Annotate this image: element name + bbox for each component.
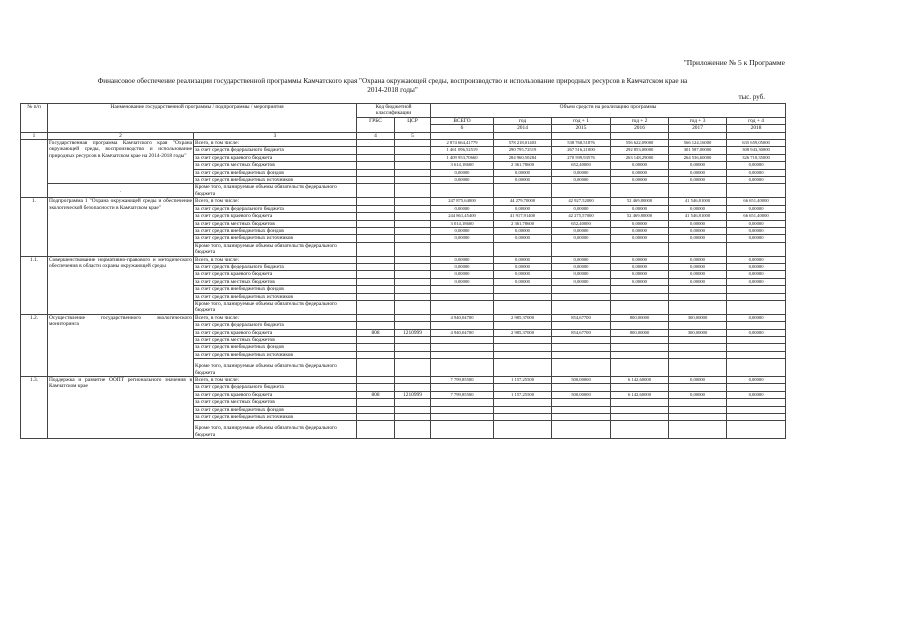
cell-value: 0,00000 (669, 227, 727, 234)
stray-dot: . (48, 184, 194, 198)
cell-value: 1 409 953,70660 (431, 154, 494, 161)
year-2018: 2018 (727, 125, 786, 132)
cell-value: 6 142,60000 (611, 391, 669, 398)
header-csr: ЦСР (395, 117, 431, 132)
source-label: за счет средств внебюджетных источников (194, 235, 357, 242)
source-label: Кроме того, планируемые объемы обязательств федерального бюджета (194, 300, 357, 314)
cell-value: 0,00000 (669, 391, 727, 398)
colnum-5: 5 (395, 132, 431, 139)
source-label: за счет средств федерального бюджета (194, 263, 357, 270)
table-row (21, 256, 786, 263)
cell-value: 0,00000 (669, 162, 727, 169)
cell-value: 0,00000 (669, 271, 727, 278)
cell-value: 500,00000 (552, 377, 611, 384)
cell-value: 0,00000 (611, 227, 669, 234)
row-number: 1.2. (21, 314, 48, 376)
cell-value: 1 157,25500 (494, 377, 552, 384)
cell-value: 0,00000 (431, 256, 494, 263)
source-label: за счет средств местных бюджетов (194, 337, 357, 344)
source-label: за счет средств внебюджетных фондов (194, 286, 357, 293)
cell-value: 0,00000 (669, 235, 727, 242)
colnum-1: 1 (21, 132, 48, 139)
cell-value: 0,00000 (494, 263, 552, 270)
source-label: за счет средств внебюджетных фондов (194, 169, 357, 176)
cell-value: 0,00000 (727, 263, 786, 270)
measure-name: Осуществление государственного экологического мониторинга (48, 314, 194, 376)
program-name: Государственная программа Камчатского края "Охрана окружающей среды, воспроизводство и использование природных ресурсов в Камчатском крае на 2014-2018 годы" (48, 140, 194, 184)
cell-value: 0,00000 (727, 314, 786, 321)
header-year4: год + 4 (727, 117, 786, 124)
cell-value: 52 469,80000 (611, 198, 669, 205)
cell-value: 0,00000 (431, 278, 494, 285)
cell-value: 3 014,18600 (431, 220, 494, 227)
cell-value: 301 587,00000 (669, 147, 727, 154)
cell-value: 1 157,25500 (494, 391, 552, 398)
cell-value: 0,00000 (552, 278, 611, 285)
cell-value: 66 651,40000 (727, 213, 786, 220)
cell-value: 0,00000 (611, 278, 669, 285)
source-label: Кроме того, планируемые объемы обязательств федерального бюджета (194, 421, 357, 439)
cell-value: 500,00000 (552, 391, 611, 398)
cell-value: 0,00000 (611, 162, 669, 169)
measure-name: Совершенствование нормативно-правового и методического обеспечения в области охраны окружающей среды (48, 256, 194, 314)
cell-value: 0,00000 (552, 271, 611, 278)
cell-value: 0,00000 (611, 169, 669, 176)
source-label: Всего, в том числе: (194, 256, 357, 263)
year-2014: 2014 (494, 125, 552, 132)
row-number: 1.3. (21, 377, 48, 439)
cell-value: 0,00000 (727, 220, 786, 227)
source-label: за счет средств краевого бюджета (194, 213, 357, 220)
source-label: за счет средств внебюджетных источников (194, 414, 357, 421)
colnum-4: 4 (357, 132, 395, 139)
unit-label: тыс. руб. (738, 93, 765, 101)
source-label: Всего, в том числе: (194, 198, 357, 205)
table-row (21, 377, 786, 384)
cell-value: 0,00000 (552, 256, 611, 263)
cell-value: 42 927,52000 (552, 198, 611, 205)
cell-value: 2 985,37000 (494, 314, 552, 321)
cell-value: 0,00000 (669, 256, 727, 263)
source-label: за счет средств местных бюджетов (194, 162, 357, 169)
cell-value: 0,00000 (727, 278, 786, 285)
cell-value: 0,00000 (727, 391, 786, 398)
header-code: Код бюджетной классификации (357, 104, 431, 118)
colnum-3: 3 (194, 132, 357, 139)
cell-value: 300,00000 (669, 314, 727, 321)
title-line-2: 2014-2018 годы" (367, 86, 418, 94)
table-row (21, 314, 786, 321)
cell-value: 2 361,78600 (494, 220, 552, 227)
subprogram-name: Подпрограмма 1 "Охрана окружающей среды и обеспечение экологической безопасности в Камчатском крае" (48, 198, 194, 256)
cell-value: 66 651,40000 (727, 198, 786, 205)
source-label: за счет средств внебюджетных источников (194, 293, 357, 300)
cell-value: 264 536,60000 (669, 154, 727, 161)
source-label: за счет средств федерального бюджета (194, 322, 357, 329)
grbs-code: 808 (357, 391, 395, 398)
cell-value: 854,67700 (552, 314, 611, 321)
cell-value: 0,00000 (494, 177, 552, 184)
table-row (21, 140, 786, 147)
cell-value: 0,00000 (727, 256, 786, 263)
cell-value: 0,00000 (431, 235, 494, 242)
source-label: за счет средств внебюджетных источников (194, 177, 357, 184)
cell-value: 247 875,64000 (431, 198, 494, 205)
cell-value: 0,00000 (669, 377, 727, 384)
cell-value: 0,00000 (431, 271, 494, 278)
cell-value: 0,00000 (611, 271, 669, 278)
source-label: за счет средств федерального бюджета (194, 384, 357, 391)
cell-value: 0,00000 (727, 169, 786, 176)
source-label: за счет средств краевого бюджета (194, 154, 357, 161)
cell-value: 4 940,04700 (431, 314, 494, 321)
colnum-row (21, 132, 786, 139)
cell-value: 0,00000 (611, 177, 669, 184)
title-line-1: Финансовое обеспечение реализации государственной программы Камчатского края "Охрана окружающей среды, воспроизводство и использование природных ресурсов в Камчатском крае на (97, 77, 688, 85)
cell-value: 0,00000 (494, 256, 552, 263)
finance-table (20, 103, 786, 439)
cell-value: 0,00000 (431, 227, 494, 234)
source-label: за счет средств местных бюджетов (194, 399, 357, 406)
source-label: за счет средств местных бюджетов (194, 278, 357, 285)
header-year2: год + 2 (611, 117, 669, 124)
cell-value: 854,67700 (552, 329, 611, 336)
source-label: за счет средств краевого бюджета (194, 391, 357, 398)
header-year1: год + 1 (552, 117, 611, 124)
year-2015: 2015 (552, 125, 611, 132)
cell-value: 0,00000 (611, 235, 669, 242)
cell-value: 0,00000 (669, 263, 727, 270)
measure-name: Поддержка и развитие ООПТ регионального значения в Камчатском крае (48, 377, 194, 439)
cell-value: 1 461 096,52519 (431, 147, 494, 154)
cell-value: 0,00000 (494, 278, 552, 285)
source-label: за счет средств краевого бюджета (194, 329, 357, 336)
cell-value: 0,00000 (669, 220, 727, 227)
cell-value: 0,00000 (669, 169, 727, 176)
cell-value: 635 659,05000 (727, 140, 786, 147)
header-total: ВСЕГО (431, 117, 494, 124)
cell-value: 0,00000 (727, 227, 786, 234)
cell-value: 0,00000 (611, 256, 669, 263)
cell-value: 0,00000 (431, 177, 494, 184)
cell-value: 292 853,00000 (611, 147, 669, 154)
cell-value: 3 614,18600 (431, 162, 494, 169)
cell-value: 800,00000 (611, 329, 669, 336)
source-label: за счет средств внебюджетных источников (194, 351, 357, 358)
cell-value: 0,00000 (552, 205, 611, 212)
csr-code: 1210999 (395, 391, 431, 398)
cell-value: 0,00000 (611, 263, 669, 270)
cell-value: 263 148,29000 (611, 154, 669, 161)
header-year3: год + 3 (669, 117, 727, 124)
source-label: за счет средств краевого бюджета (194, 271, 357, 278)
row-number: 1. (21, 198, 48, 256)
cell-value: 7 799,85500 (431, 377, 494, 384)
cell-value: 0,00000 (611, 220, 669, 227)
cell-value: 0,00000 (431, 169, 494, 176)
cell-value: 556 622,09000 (611, 140, 669, 147)
cell-value: 0,00000 (727, 205, 786, 212)
year-2017: 2017 (669, 125, 727, 132)
table-row (21, 184, 786, 198)
cell-value: 244 861,45400 (431, 213, 494, 220)
cell-value: 0,00000 (727, 377, 786, 384)
cell-value: 0,00000 (552, 235, 611, 242)
colnum-2: 2 (48, 132, 194, 139)
source-label: Кроме того, планируемые объемы обязательств федерального бюджета (194, 184, 357, 198)
cell-value: 800,00000 (611, 314, 669, 321)
cell-value: 7 799,85500 (431, 391, 494, 398)
source-label: за счет средств федерального бюджета (194, 205, 357, 212)
cell-value: 652,40000 (552, 220, 611, 227)
cell-value: 0,00000 (552, 263, 611, 270)
year-2016: 2016 (611, 125, 669, 132)
row-number: 1.1. (21, 256, 48, 314)
cell-value: 0,00000 (494, 235, 552, 242)
source-label: за счет средств местных бюджетов (194, 220, 357, 227)
cell-value: 0,00000 (552, 169, 611, 176)
cell-value: 566 124,16000 (669, 140, 727, 147)
cell-value: 4 940,04700 (431, 329, 494, 336)
cell-value: 538 768,51876 (552, 140, 611, 147)
document-title (20, 77, 765, 95)
cell-value: 0,00000 (431, 205, 494, 212)
cell-value: 0,00000 (669, 177, 727, 184)
cell-value: 578 218,01403 (494, 140, 552, 147)
source-label: Кроме того, планируемые объемы обязательств федерального бюджета (194, 242, 357, 256)
header-year: год (494, 117, 552, 124)
appendix-label: "Приложение № 5 к Программе (683, 58, 785, 67)
cell-value: 652,40000 (552, 162, 611, 169)
cell-value: 0,00000 (727, 271, 786, 278)
source-label: Кроме того, планируемые объемы обязательств федерального бюджета (194, 359, 357, 377)
cell-value: 41 546,81000 (669, 213, 727, 220)
cell-value: 52 469,80000 (611, 213, 669, 220)
source-label: Всего, в том числе: (194, 314, 357, 321)
cell-value: 0,00000 (669, 205, 727, 212)
cell-value: 0,00000 (494, 271, 552, 278)
cell-value: 2 361,78600 (494, 162, 552, 169)
cell-value: 270 599,93576 (552, 154, 611, 161)
cell-value: 6 142,60000 (611, 377, 669, 384)
cell-value: 0,00000 (727, 177, 786, 184)
cell-value: 2 874 664,41779 (431, 140, 494, 147)
source-label: за счет средств внебюджетных фондов (194, 406, 357, 413)
header-grbs: ГРБС (357, 117, 395, 132)
cell-value: 300,00000 (669, 329, 727, 336)
cell-value: 284 960,50284 (494, 154, 552, 161)
header-name: Наименование государственной программы / подпрограммы / мероприятия (48, 104, 357, 133)
cell-value: 0,00000 (552, 177, 611, 184)
cell-value: 0,00000 (727, 162, 786, 169)
cell-value: 267 516,21000 (552, 147, 611, 154)
cell-value: 0,00000 (727, 235, 786, 242)
cell-value: 290 795,72519 (494, 147, 552, 154)
cell-value: 42 275,57000 (552, 213, 611, 220)
cell-value: 0,00000 (727, 329, 786, 336)
cell-value: 0,00000 (611, 205, 669, 212)
table-row (21, 198, 786, 205)
cell-value: 0,00000 (494, 169, 552, 176)
cell-value: 0,00000 (669, 278, 727, 285)
source-label: за счет средств внебюджетных фондов (194, 344, 357, 351)
cell-value: 0,00000 (431, 263, 494, 270)
csr-code: 1210999 (395, 329, 431, 336)
source-label: за счет средств внебюджетных фондов (194, 227, 357, 234)
header-volume: Объем средств на реализацию программы (431, 104, 786, 118)
cell-value: 326 710,35000 (727, 154, 786, 161)
grbs-code: 808 (357, 329, 395, 336)
cell-value: 0,00000 (494, 227, 552, 234)
header-row-1 (21, 104, 786, 118)
source-label: Всего, в том числе: (194, 140, 357, 147)
cell-value: 0,00000 (552, 227, 611, 234)
source-label: за счет средств федерального бюджета (194, 147, 357, 154)
cell-value: 2 985,37000 (494, 329, 552, 336)
cell-value: 308 943,30000 (727, 147, 786, 154)
cell-value: 44 279,70000 (494, 198, 552, 205)
cell-value: 41 917,91400 (494, 213, 552, 220)
colnum-6: 6 (431, 125, 494, 132)
source-label: Всего, в том числе: (194, 377, 357, 384)
cell-value: 0,00000 (494, 205, 552, 212)
header-num: № п/п (21, 104, 48, 133)
cell-value: 41 546,81000 (669, 198, 727, 205)
